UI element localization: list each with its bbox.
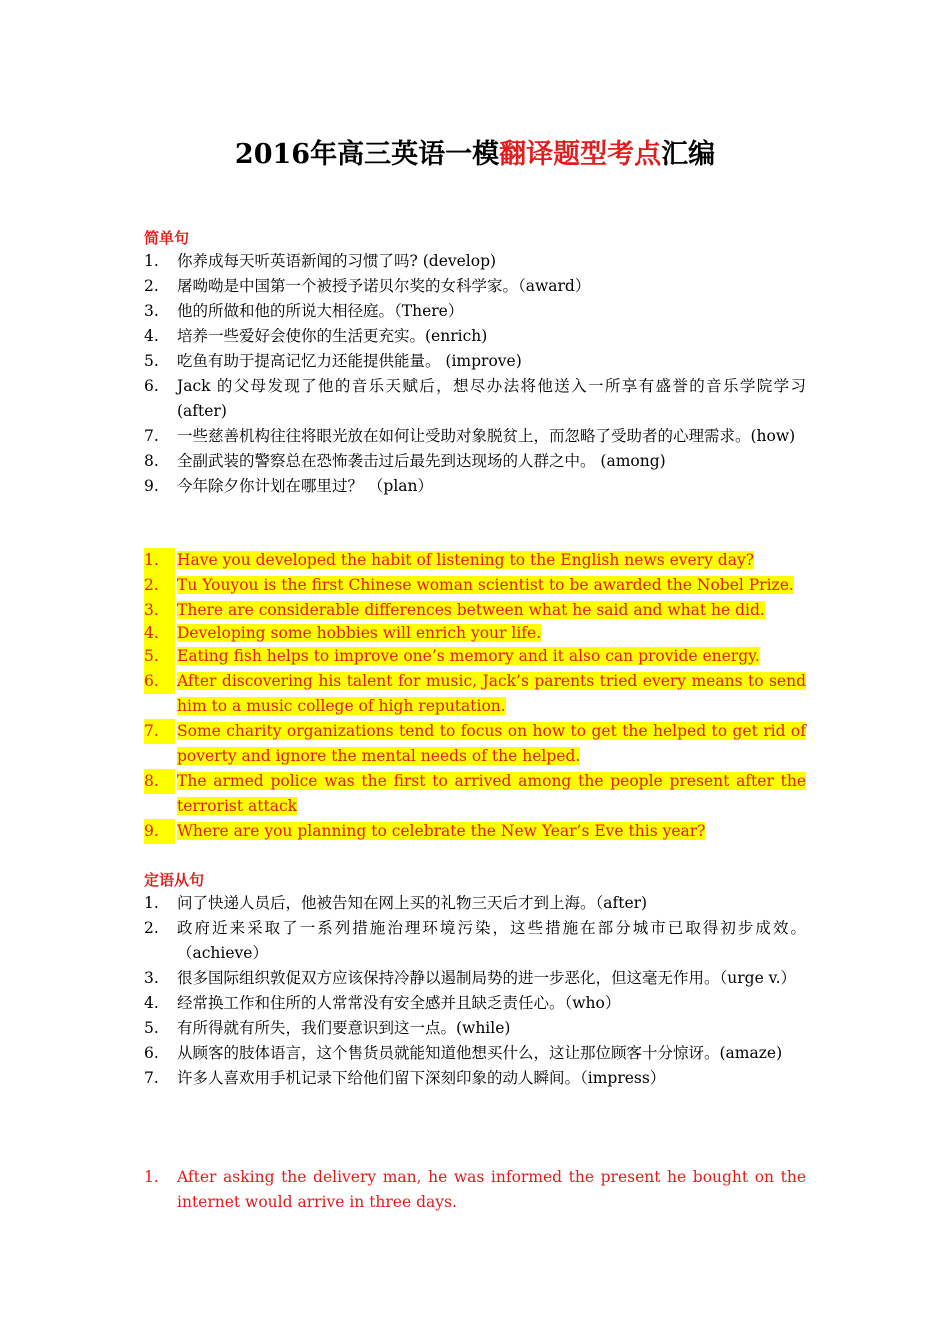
item-number: 3.	[144, 598, 175, 623]
list-item	[144, 891, 806, 916]
item-text: 问了快递人员后，他被告知在网上买的礼物三天后才到上海。（after)	[177, 894, 648, 912]
item-text: 经常换工作和住所的人常常没有安全感并且缺乏责任心。（who）	[177, 994, 621, 1012]
item-number: 5.	[144, 644, 175, 669]
item-number: 5.	[144, 1019, 159, 1037]
list-item	[144, 1016, 806, 1041]
list-item	[144, 449, 806, 474]
answer-item	[144, 623, 806, 644]
item-text: 许多人喜欢用手机记录下给他们留下深刻印象的动人瞬间。（impress）	[177, 1069, 666, 1087]
section2-question-list	[144, 891, 806, 1091]
answer-item	[144, 719, 806, 769]
answer-text: Eating fish helps to improve one’s memory and it also can provide energy.	[177, 647, 760, 665]
list-item	[144, 1041, 806, 1066]
list-item	[144, 274, 806, 299]
item-number: 9.	[144, 477, 159, 495]
answer-item	[144, 1165, 806, 1215]
item-number: 5.	[144, 352, 159, 370]
answer-text: The armed police was the first to arrived among the people present after the terrorist attack	[177, 772, 806, 815]
section1-question-list	[144, 249, 806, 499]
item-text: 很多国际组织敦促双方应该保持冷静以遏制局势的进一步恶化，但这毫无作用。（urge v.）	[177, 969, 797, 987]
answer-text: Some charity organizations tend to focus on how to get the helped to get rid of poverty and ignore the mental needs of the helped.	[177, 722, 806, 765]
item-number: 7.	[144, 427, 159, 445]
list-item	[144, 324, 806, 349]
section1-answer-list	[144, 548, 806, 844]
item-text: Jack 的父母发现了他的音乐天赋后，想尽办法将他送入一所享有盛誉的音乐学院学习 (after)	[177, 377, 806, 420]
item-number: 3.	[144, 302, 159, 320]
answer-item	[144, 598, 806, 623]
item-number: 2.	[144, 277, 159, 295]
item-text: 屠呦呦是中国第一个被授予诺贝尔奖的女科学家。（award）	[177, 277, 591, 295]
item-number: 6.	[144, 1044, 159, 1062]
item-number: 8.	[144, 452, 159, 470]
item-number: 7.	[144, 719, 175, 744]
item-number: 4.	[144, 327, 159, 345]
title-part-3: 汇编	[661, 139, 716, 170]
answer-text: After discovering his talent for music, Jack’s parents tried every means to send him to a music college of high reputation.	[177, 672, 806, 715]
item-number: 8.	[144, 769, 175, 794]
item-text: 吃鱼有助于提高记忆力还能提供能量。 (improve)	[177, 352, 522, 370]
list-item	[144, 424, 806, 449]
answer-item	[144, 644, 806, 669]
item-number: 2.	[144, 919, 159, 937]
answer-item	[144, 669, 806, 719]
list-item	[144, 991, 806, 1016]
item-text: 你养成每天听英语新闻的习惯了吗? (develop)	[177, 252, 497, 270]
answer-text: Have you developed the habit of listening to the English news every day?	[177, 551, 755, 569]
list-item	[144, 966, 806, 991]
list-item	[144, 249, 806, 274]
item-number: 2.	[144, 573, 175, 598]
answer-item	[144, 819, 806, 844]
item-number: 1.	[144, 548, 175, 573]
item-text: 全副武装的警察总在恐怖袭击过后最先到达现场的人群之中。 (among)	[177, 452, 666, 470]
item-text: 有所得就有所失，我们要意识到这一点。(while)	[177, 1019, 511, 1037]
answer-text: Tu Youyou is the first Chinese woman scientist to be awarded the Nobel Prize.	[177, 576, 794, 594]
item-number: 9.	[144, 819, 175, 844]
answer-item	[144, 548, 806, 573]
list-item	[144, 349, 806, 374]
page-title	[0, 132, 950, 171]
answer-item	[144, 769, 806, 819]
answer-text: After asking the delivery man, he was informed the present he bought on the internet would arrive in three days.	[177, 1168, 806, 1211]
item-number: 1.	[144, 252, 159, 270]
list-item	[144, 474, 806, 499]
item-number: 4.	[144, 994, 159, 1012]
item-text: 一些慈善机构往往将眼光放在如何让受助对象脱贫上，而忽略了受助者的心理需求。(how)	[177, 427, 796, 445]
title-part-2-highlight: 翻译题型考点	[499, 139, 662, 170]
item-text: 今年除夕你计划在哪里过？ （plan）	[177, 477, 434, 495]
item-text: 他的所做和他的所说大相径庭。（There）	[177, 302, 464, 320]
item-number: 3.	[144, 969, 159, 987]
item-text: 从顾客的肢体语言，这个售货员就能知道他想买什么，这让那位顾客十分惊讶。(amaze)	[177, 1044, 783, 1062]
list-item	[144, 374, 806, 424]
title-part-1: 2016年高三英语一模	[234, 139, 500, 170]
answer-text: Developing some hobbies will enrich your life.	[177, 624, 542, 642]
item-number: 1.	[144, 894, 159, 912]
list-item	[144, 299, 806, 324]
item-number: 1.	[144, 1168, 159, 1186]
item-text: 政府近来采取了一系列措施治理环境污染，这些措施在部分城市已取得初步成效。（achieve）	[177, 919, 806, 962]
item-number: 4.	[144, 623, 175, 644]
section2-answer-list	[144, 1165, 806, 1215]
item-number: 7.	[144, 1069, 159, 1087]
section-heading-simple-sentence: 简单句	[144, 229, 190, 247]
section-heading-attributive-clause: 定语从句	[144, 871, 205, 889]
list-item	[144, 1066, 806, 1091]
answer-text: There are considerable differences between what he said and what he did.	[177, 601, 765, 619]
item-text: 培养一些爱好会使你的生活更充实。(enrich)	[177, 327, 488, 345]
answer-item	[144, 573, 806, 598]
item-number: 6.	[144, 669, 175, 694]
list-item	[144, 916, 806, 966]
item-number: 6.	[144, 377, 159, 395]
answer-text: Where are you planning to celebrate the New Year’s Eve this year?	[177, 822, 706, 840]
